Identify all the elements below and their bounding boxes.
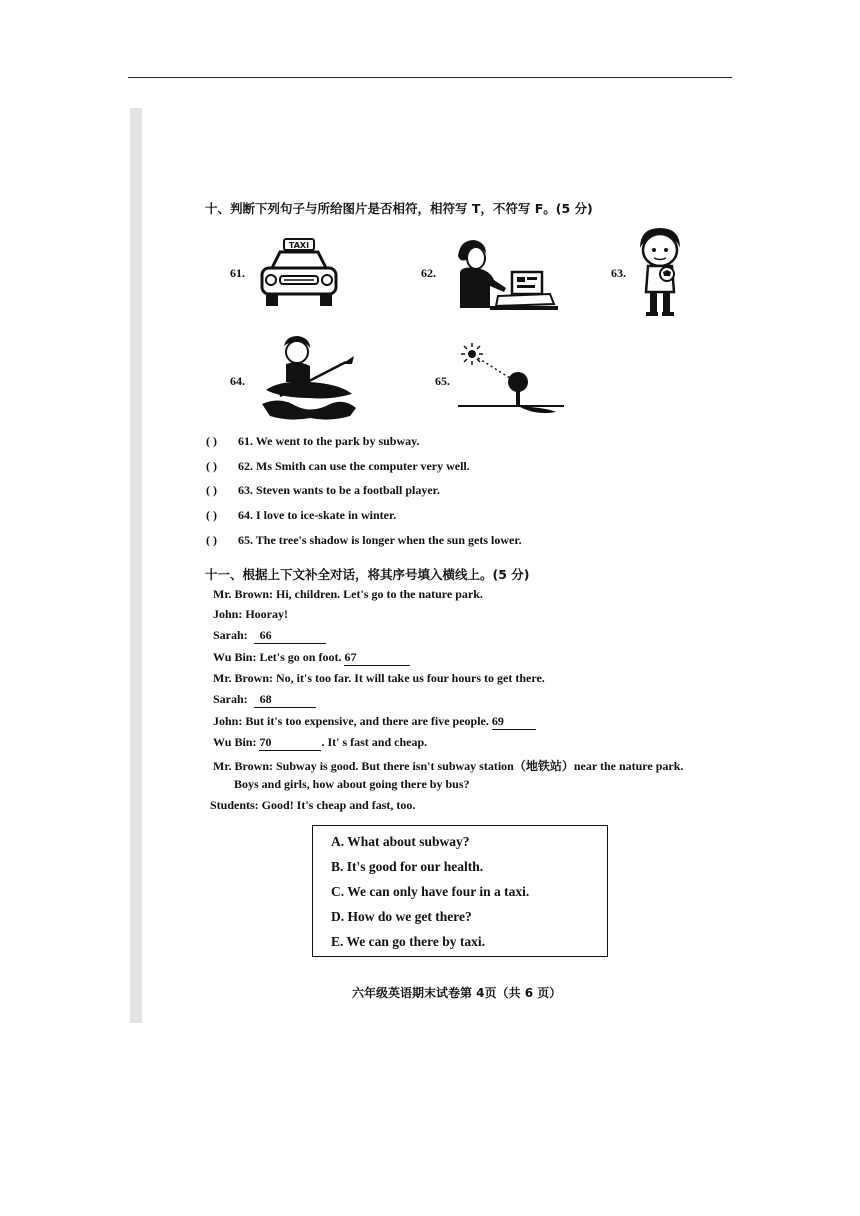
dialogue-line-5: Mr. Brown: No, it's too far. It will take us four hours to get there.: [213, 671, 545, 685]
answer-parentheses[interactable]: ( ): [206, 459, 217, 473]
football-boy-icon: [634, 226, 686, 322]
answer-blank-67[interactable]: 67: [344, 650, 410, 666]
question-text: 61. We went to the park by subway.: [238, 434, 420, 448]
answer-parentheses[interactable]: ( ): [206, 434, 217, 448]
options-box: [312, 825, 608, 957]
option-e: E. We can go there by taxi.: [331, 934, 485, 949]
dialogue-line-1: Mr. Brown: Hi, children. Let's go to the nature park.: [213, 587, 483, 601]
answer-parentheses[interactable]: ( ): [206, 508, 217, 522]
dialogue-line-6: [213, 692, 316, 708]
answer-blank-68[interactable]: 68: [254, 692, 316, 708]
sun-icon: [461, 343, 483, 365]
dialogue-text: John: But it's too expensive, and there are five people.: [213, 714, 489, 728]
answer-parentheses[interactable]: ( ): [206, 533, 217, 547]
dialogue-line-2: John: Hooray!: [213, 607, 288, 621]
dialogue-line-8: [213, 735, 427, 751]
answer-blank-69[interactable]: 69: [492, 714, 536, 730]
question-text: 65. The tree's shadow is longer when the sun gets lower.: [238, 533, 522, 547]
dialogue-line-11: Students: Good! It's cheap and fast, too.: [210, 798, 416, 812]
question-64: [206, 508, 396, 523]
option-d: D. How do we get there?: [331, 909, 472, 924]
picture-number-64: 64.: [230, 374, 245, 388]
dialogue-line-4: [213, 650, 410, 666]
speaker-sarah: Sarah:: [213, 628, 248, 642]
question-62: [206, 459, 470, 474]
option-b: B. It's good for our health.: [331, 859, 484, 874]
answer-blank-70[interactable]: 70: [259, 735, 321, 751]
speaker-sarah: Sarah:: [213, 692, 248, 706]
question-text: 63. Steven wants to be a football player.: [238, 483, 440, 497]
question-text: 62. Ms Smith can use the computer very well.: [238, 459, 470, 473]
section-11-title: 十一、根据上下文补全对话，将其序号填入横线上。(5 分): [205, 567, 530, 582]
answer-parentheses[interactable]: ( ): [206, 483, 217, 497]
dialogue-line-3: [213, 628, 326, 644]
answer-blank-66[interactable]: 66: [254, 628, 326, 644]
picture-number-61: 61.: [230, 266, 245, 280]
question-61: [206, 434, 419, 449]
taxi-icon: [258, 238, 340, 310]
dialogue-text: . It' s fast and cheap.: [321, 735, 428, 749]
page-footer: 六年级英语期末试卷第 4页（共 6 页）: [352, 986, 562, 1000]
question-65: [206, 533, 522, 548]
dialogue-line-10: Boys and girls, how about going there by bus?: [234, 777, 470, 791]
page-top-rule: [128, 77, 732, 78]
computer-user-icon: [450, 236, 560, 311]
tree-shadow-icon: [456, 340, 568, 422]
picture-number-62: 62.: [421, 266, 436, 280]
dialogue-line-7: [213, 714, 536, 730]
speaker-wu-bin: Wu Bin:: [213, 735, 257, 749]
picture-number-65: 65.: [435, 374, 450, 388]
taxi-sign-text: TAXI: [288, 241, 310, 250]
option-a: A. What about subway?: [331, 834, 470, 849]
option-c: C. We can only have four in a taxi.: [331, 884, 530, 899]
section-10-title: 十、判断下列句子与所给图片是否相符，相符写 T，不符写 F。(5 分): [205, 201, 593, 216]
dialogue-text: Wu Bin: Let's go on foot.: [213, 650, 342, 664]
kayaking-girl-icon: [260, 334, 360, 426]
scan-edge-shadow: [130, 108, 142, 1023]
dialogue-line-9: Mr. Brown: Subway is good. But there isn't subway station（地铁站）near the nature park.: [213, 759, 684, 773]
question-text: 64. I love to ice-skate in winter.: [238, 508, 397, 522]
question-63: [206, 483, 440, 498]
picture-number-63: 63.: [611, 266, 626, 280]
